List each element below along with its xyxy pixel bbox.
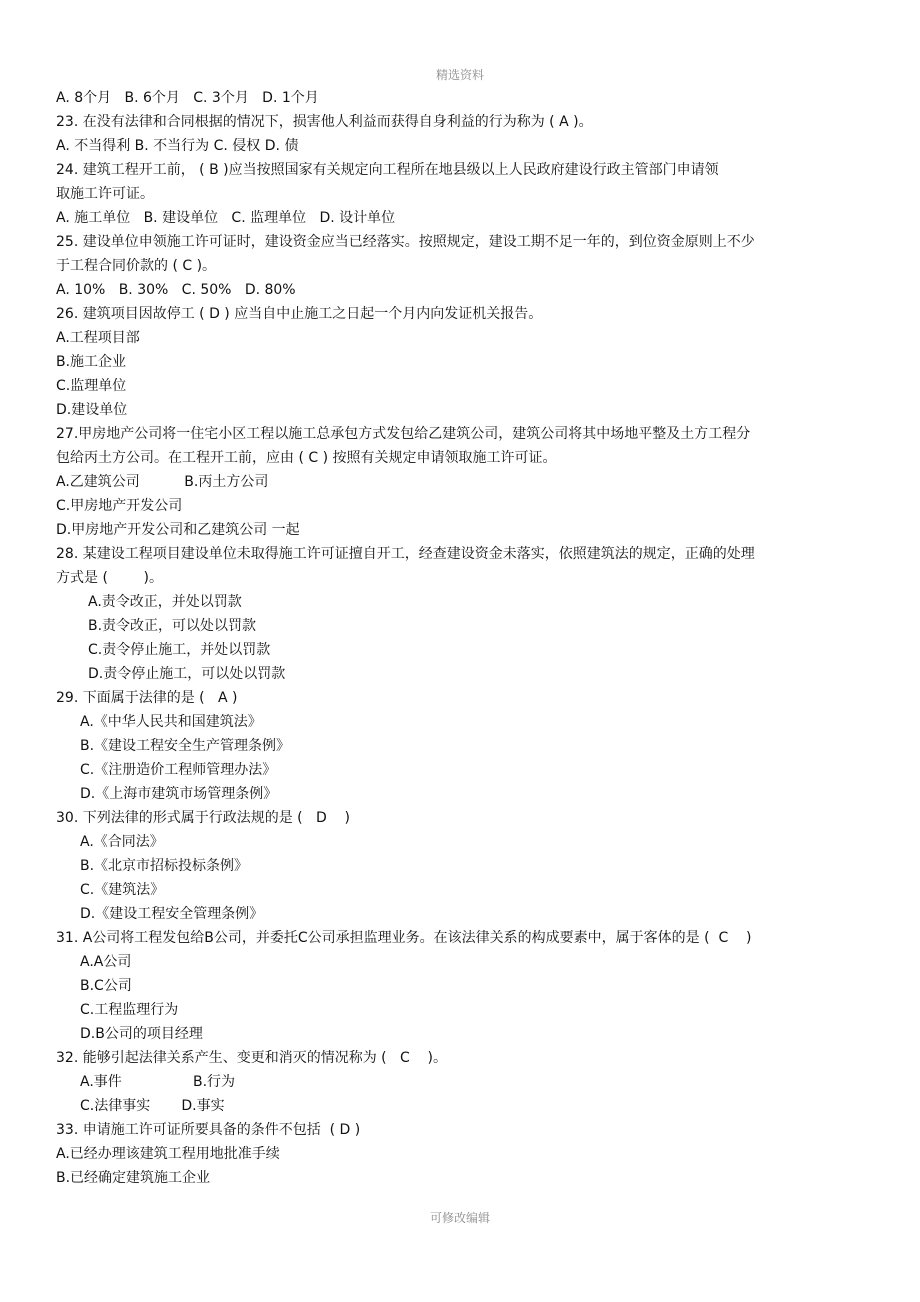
text-line: 包给丙土方公司。在工程开工前，应由 ( C ) 按照有关规定申请领取施工许可证。 <box>56 450 557 466</box>
text-line: 31. A公司将工程发包给B公司，并委托C公司承担监理业务。在该法律关系的构成要素中，属于客体的是 ( C ) <box>56 930 752 946</box>
text-line: 方式是 ( )。 <box>56 570 163 586</box>
text-line: 取施工许可证。 <box>56 186 154 202</box>
text-line: A.乙建筑公司 B.丙土方公司 <box>56 474 269 490</box>
text-line: C.《注册造价工程师管理办法》 <box>80 762 277 778</box>
page-header: 精选资料 <box>435 68 484 82</box>
text-line: 30. 下列法律的形式属于行政法规的是 ( D ) <box>56 810 351 826</box>
text-line: C.法律事实 D.事实 <box>80 1098 225 1114</box>
text-line: D.B公司的项目经理 <box>80 1026 203 1042</box>
text-line: 32. 能够引起法律关系产生、变更和消灭的情况称为 ( C )。 <box>56 1050 448 1066</box>
text-line: 29. 下面属于法律的是 ( A ) <box>56 690 238 706</box>
text-line: C.监理单位 <box>56 378 127 394</box>
text-line: 于工程合同价款的 ( C )。 <box>56 258 217 274</box>
text-line: C.甲房地产开发公司 <box>56 498 183 514</box>
text-line: B.已经确定建筑施工企业 <box>56 1170 211 1186</box>
text-line: A.A公司 <box>80 954 132 970</box>
text-line: 24. 建筑工程开工前， ( B )应当按照国家有关规定向工程所在地县级以上人民政府建设行政主管部门申请领 <box>56 162 719 178</box>
text-line: 23. 在没有法律和合同根据的情况下，损害他人利益而获得自身利益的行为称为 ( A )。 <box>56 114 593 130</box>
text-line: 33. 申请施工许可证所要具备的条件不包括 ( D ) <box>56 1122 361 1138</box>
document-body <box>56 86 868 1190</box>
text-line: A. 施工单位 B. 建设单位 C. 监理单位 D. 设计单位 <box>56 210 396 226</box>
text-line: A. 不当得利 B. 不当行为 C. 侵权 D. 债 <box>56 138 299 154</box>
text-line: B.《北京市招标投标条例》 <box>80 858 249 874</box>
text-line: C.工程监理行为 <box>80 1002 179 1018</box>
text-line: B.施工企业 <box>56 354 127 370</box>
text-line: D.责令停止施工，可以处以罚款 <box>88 666 286 682</box>
text-line: A. 10% B. 30% C. 50% D. 80% <box>56 282 296 298</box>
text-line: C.《建筑法》 <box>80 882 165 898</box>
text-line: A.事件 B.行为 <box>80 1074 236 1090</box>
text-line: A.责令改正，并处以罚款 <box>88 594 242 610</box>
page-footer: 可修改编辑 <box>429 1211 490 1225</box>
text-line: D.《上海市建筑市场管理条例》 <box>80 786 278 802</box>
text-line: D.甲房地产开发公司和乙建筑公司 一起 <box>56 522 300 538</box>
text-line: B.《建设工程安全生产管理条例》 <box>80 738 291 754</box>
text-line: A.工程项目部 <box>56 330 140 346</box>
text-line: 27.甲房地产公司将一住宅小区工程以施工总承包方式发包给乙建筑公司，建筑公司将其中场地平整及土方工程分 <box>56 426 751 442</box>
text-line: 25. 建设单位申领施工许可证时，建设资金应当已经落实。按照规定，建设工期不足一年的，到位资金原则上不少 <box>56 234 755 250</box>
text-line: C.责令停止施工，并处以罚款 <box>88 642 271 658</box>
text-line: 26. 建筑项目因故停工 ( D ) 应当自中止施工之日起一个月内向发证机关报告。 <box>56 306 543 322</box>
text-line: A.《合同法》 <box>80 834 164 850</box>
text-line: A.《中华人民共和国建筑法》 <box>80 714 262 730</box>
text-line: B.责令改正，可以处以罚款 <box>88 618 257 634</box>
text-line: D.建设单位 <box>56 402 128 418</box>
text-line: B.C公司 <box>80 978 132 994</box>
text-line: A. 8个月 B. 6个月 C. 3个月 D. 1个月 <box>56 90 319 106</box>
text-line: D.《建设工程安全管理条例》 <box>80 906 264 922</box>
text-line: A.已经办理该建筑工程用地批准手续 <box>56 1146 280 1162</box>
text-line: 28. 某建设工程项目建设单位未取得施工许可证擅自开工，经查建设资金未落实，依照建筑法的规定，正确的处理 <box>56 546 755 562</box>
